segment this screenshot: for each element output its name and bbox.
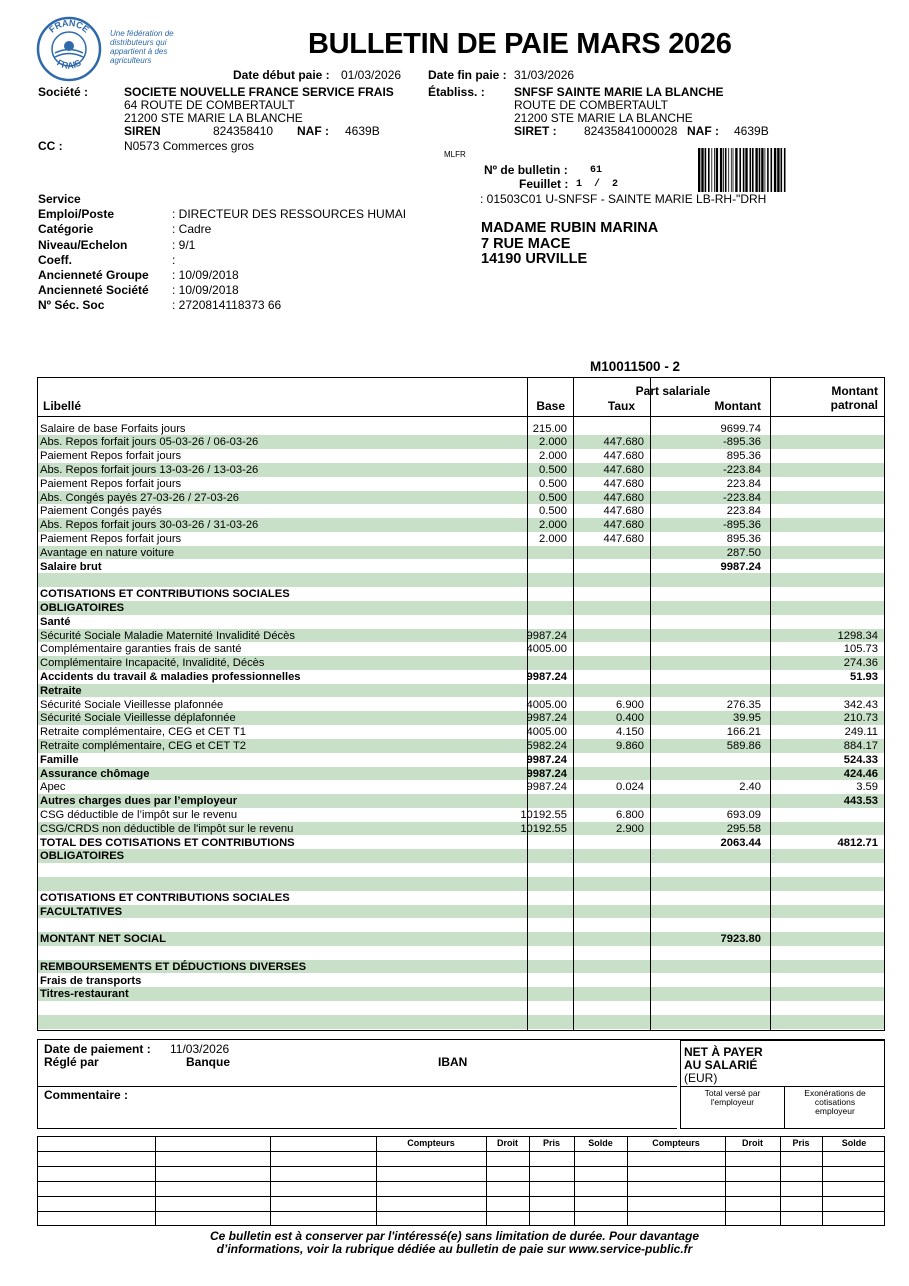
cell-base: 9987.24 <box>526 753 567 766</box>
cell-taux: 447.680 <box>603 491 644 504</box>
cell-montant: 895.36 <box>726 450 761 463</box>
cell-taux: 0.400 <box>616 712 644 725</box>
employee-info-label: Ancienneté Société <box>38 283 149 298</box>
cell-base: 9987.24 <box>526 767 567 780</box>
cell-patronal: 210.73 <box>843 712 878 725</box>
barcode-bar <box>743 148 745 192</box>
table-row <box>38 491 884 505</box>
cell-montant: 223.84 <box>726 505 761 518</box>
cell-base: 0.500 <box>539 505 567 518</box>
barcode-bar <box>745 148 747 192</box>
barcode-bar <box>784 148 786 192</box>
employee-info-label: Ancienneté Groupe <box>38 268 149 282</box>
siret-value: 82435841000028 <box>584 124 678 138</box>
etab-naf: 4639B <box>734 124 769 138</box>
cell-libelle: CSG/CRDS non déductible de l'impôt sur le revenu <box>40 822 294 835</box>
barcode-bar <box>705 148 707 192</box>
table-row <box>38 711 884 725</box>
cell-taux: 6.900 <box>616 698 644 711</box>
etab-addr1: ROUTE DE COMBERTAULT <box>514 98 669 112</box>
cell-base: 5982.24 <box>526 739 567 752</box>
table-row <box>38 477 884 491</box>
cell-taux: 4.150 <box>616 726 644 739</box>
net-label-2: AU SALARIÉ <box>684 1058 758 1072</box>
employee-info-value: : <box>172 252 176 267</box>
siren-label: SIREN <box>124 124 161 138</box>
cell-montant: 589.86 <box>726 739 761 752</box>
svg-text:FRANCE: FRANCE <box>46 17 92 35</box>
table-row <box>38 918 884 932</box>
payment-section <box>37 1039 885 1129</box>
employee-info-label: Niveau/Echelon <box>38 237 128 252</box>
bulletin-num: 61 <box>590 165 603 176</box>
cell-base: 9987.24 <box>526 670 567 683</box>
cell-libelle: Apec <box>40 781 66 794</box>
regle-par: Banque <box>186 1055 231 1069</box>
table-row <box>38 615 884 629</box>
societe-addr2: 21200 STE MARIE LA BLANCHE <box>124 111 303 125</box>
barcode-bar <box>767 148 769 192</box>
matricule: M10011500 - 2 <box>590 359 681 374</box>
cell-patronal: 249.11 <box>844 726 878 739</box>
employee-info-label: Service <box>38 192 81 206</box>
barcode-bar <box>755 148 757 192</box>
barcode-bar <box>750 148 752 192</box>
table-row <box>38 573 884 587</box>
cell-base: 2.000 <box>539 436 567 449</box>
cell-patronal: 524.33 <box>843 753 878 766</box>
barcode-bar <box>761 148 763 192</box>
table-row <box>38 780 884 794</box>
net-a-payer-box <box>680 1040 885 1129</box>
societe-naf-label: NAF : <box>297 124 329 138</box>
table-row <box>38 987 884 1001</box>
cell-montant: 276.35 <box>726 698 761 711</box>
cell-libelle: OBLIGATOIRES <box>40 601 125 614</box>
table-row <box>38 863 884 877</box>
table-row <box>38 849 884 863</box>
cell-patronal: 1298.34 <box>837 629 878 642</box>
date-fin: 31/03/2026 <box>514 68 575 82</box>
cell-libelle: Famille <box>40 753 79 766</box>
recipient-name: MADAME RUBIN MARINA <box>481 220 659 236</box>
cell-libelle: Abs. Repos forfait jours 30-03-26 / 31-03-26 <box>40 519 259 532</box>
date-debut-label: Date début paie : <box>233 68 330 82</box>
table-row <box>38 532 884 546</box>
cell-taux: 447.680 <box>603 519 644 532</box>
table-row <box>38 946 884 960</box>
feuillet-label: Feuillet : <box>519 177 569 191</box>
cell-base: 0.500 <box>539 477 567 490</box>
table-row <box>38 836 884 850</box>
header-montant-patronal: Montant patronal <box>830 384 878 412</box>
barcode-bar <box>733 148 734 192</box>
table-row <box>38 463 884 477</box>
barcode-bar <box>725 148 727 192</box>
employee-info-value: : DIRECTEUR DES RESSOURCES HUMAI <box>172 207 407 222</box>
cell-libelle: Paiement Congés payés <box>40 505 162 518</box>
compteurs-header: Droit <box>742 1138 763 1148</box>
recipient-addr2: 14190 URVILLE <box>481 251 588 267</box>
header-base: Base <box>536 399 565 413</box>
footer-note <box>0 1230 909 1256</box>
table-row <box>38 725 884 739</box>
cell-patronal: 3.59 <box>856 781 878 794</box>
table-row <box>38 587 884 601</box>
compteurs-header: Compteurs <box>652 1138 700 1148</box>
barcode-bar <box>739 148 741 192</box>
barcode-bar <box>711 148 712 192</box>
barcode-bar <box>708 148 710 192</box>
table-row <box>38 739 884 753</box>
table-row <box>38 960 884 974</box>
compteurs-header: Solde <box>841 1138 867 1148</box>
cell-libelle: MONTANT NET SOCIAL <box>40 933 166 946</box>
cell-patronal: 342.43 <box>843 698 878 711</box>
table-row <box>38 560 884 574</box>
cell-libelle: Paiement Repos forfait jours <box>40 532 182 545</box>
table-row <box>38 1001 884 1015</box>
cell-libelle: Retraite complémentaire, CEG et CET T2 <box>40 739 247 752</box>
cell-libelle: Retraite <box>40 684 82 697</box>
cell-libelle: Avantage en nature voiture <box>40 546 175 559</box>
cell-base: 10192.55 <box>520 822 567 835</box>
cell-montant: 9699.74 <box>720 422 761 435</box>
cell-montant: -895.36 <box>723 436 761 449</box>
cell-libelle: Sécurité Sociale Maladie Maternité Invalidité Décès <box>40 629 295 642</box>
cell-montant: 693.09 <box>726 808 761 821</box>
barcode-bar <box>759 148 761 192</box>
mlfr-code: MLFR <box>444 150 466 159</box>
cell-patronal: 443.53 <box>843 795 878 808</box>
cell-patronal: 51.93 <box>850 670 878 683</box>
cell-taux: 447.680 <box>603 436 644 449</box>
compteurs-header: Solde <box>588 1138 613 1148</box>
header-montant: Montant <box>714 399 761 413</box>
cell-montant: 295.58 <box>726 822 761 835</box>
table-row <box>38 449 884 463</box>
compteurs-header: Pris <box>542 1138 560 1148</box>
header-libelle: Libellé <box>43 399 82 413</box>
table-row <box>38 435 884 449</box>
cell-libelle: Assurance chômage <box>40 767 150 780</box>
employee-info-value: : 10/09/2018 <box>172 283 239 298</box>
cell-base: 9987.24 <box>526 629 567 642</box>
cell-libelle: Salaire brut <box>40 560 102 573</box>
date-fin-label: Date fin paie : <box>428 68 507 82</box>
cell-taux: 447.680 <box>603 450 644 463</box>
barcode-bar <box>714 148 715 192</box>
barcode-bar <box>701 148 703 192</box>
payslip-table <box>37 377 885 1031</box>
cell-base: 4005.00 <box>526 726 567 739</box>
societe-naf: 4639B <box>345 124 380 138</box>
cell-montant: 39.95 <box>733 712 761 725</box>
cell-montant: -223.84 <box>723 463 761 476</box>
barcode-bar <box>720 148 722 192</box>
barcode-bar <box>777 148 779 192</box>
compteurs-table <box>37 1136 885 1226</box>
cell-patronal: 105.73 <box>843 643 878 656</box>
cell-taux: 0.024 <box>616 781 644 794</box>
cell-libelle: REMBOURSEMENTS ET DÉDUCTIONS DIVERSES <box>40 960 307 973</box>
societe-name: SOCIETE NOUVELLE FRANCE SERVICE FRAIS <box>124 85 394 99</box>
table-row <box>38 422 884 436</box>
cell-libelle: Complémentaire Incapacité, Invalidité, Décès <box>40 657 265 670</box>
employee-info-value: : 10/09/2018 <box>172 268 239 282</box>
net-label-1: NET À PAYER <box>684 1045 763 1059</box>
societe-label: Société : <box>38 85 89 99</box>
etab-label: Établiss. : <box>428 85 485 99</box>
table-row <box>38 698 884 712</box>
cell-montant: 2.40 <box>739 781 761 794</box>
cell-taux: 447.680 <box>603 463 644 476</box>
compteurs-header: Pris <box>792 1138 810 1148</box>
cell-montant: 7923.80 <box>720 933 761 946</box>
table-row <box>38 891 884 905</box>
cell-libelle: FACULTATIVES <box>40 905 123 918</box>
recipient-addr1: 7 RUE MACE <box>481 236 571 252</box>
date-paiement: 11/03/2026 <box>170 1042 230 1056</box>
cell-libelle: Titres-restaurant <box>40 988 129 1001</box>
cell-montant: 166.21 <box>726 726 761 739</box>
france-frais-logo <box>36 16 102 82</box>
cell-libelle: TOTAL DES COTISATIONS ET CONTRIBUTIONS <box>40 836 295 849</box>
employee-info-label: Coeff. <box>38 252 72 267</box>
cell-montant: 9987.24 <box>720 560 761 573</box>
table-row <box>38 670 884 684</box>
cell-libelle: COTISATIONS ET CONTRIBUTIONS SOCIALES <box>40 588 290 601</box>
table-row <box>38 794 884 808</box>
table-row <box>38 546 884 560</box>
cell-montant: -895.36 <box>723 519 761 532</box>
barcode <box>698 148 786 192</box>
cell-libelle: OBLIGATOIRES <box>40 850 125 863</box>
cell-base: 4005.00 <box>526 643 567 656</box>
table-row <box>38 767 884 781</box>
exonerations-label: Exonérations de cotisations employeur <box>804 1088 866 1116</box>
barcode-bar <box>698 148 700 192</box>
cell-taux: 2.900 <box>616 822 644 835</box>
cell-libelle: Frais de transports <box>40 974 142 987</box>
header-taux: Taux <box>607 399 635 413</box>
cell-taux: 9.860 <box>616 739 644 752</box>
table-row <box>38 642 884 656</box>
table-row <box>38 974 884 988</box>
table-row <box>38 629 884 643</box>
table-row <box>38 504 884 518</box>
table-row <box>38 518 884 532</box>
etab-name: SNFSF SAINTE MARIE LA BLANCHE <box>514 85 724 99</box>
cell-patronal: 4812.71 <box>837 836 878 849</box>
total-verse-label: Total versé par l'employeur <box>704 1088 761 1107</box>
cell-base: 9987.24 <box>526 781 567 794</box>
siret-label: SIRET : <box>514 124 557 138</box>
cell-patronal: 424.46 <box>843 767 878 780</box>
cell-montant: 287.50 <box>726 546 761 559</box>
cell-libelle: Santé <box>40 615 71 628</box>
cc-label: CC : <box>38 139 63 153</box>
etab-naf-label: NAF : <box>687 124 719 138</box>
cell-montant: 223.84 <box>726 477 761 490</box>
cell-montant: -223.84 <box>723 491 761 504</box>
compteurs-header: Droit <box>497 1138 518 1148</box>
cell-libelle: Autres charges dues par l’employeur <box>40 795 238 808</box>
cell-base: 10192.55 <box>520 808 567 821</box>
feuillet-value: 1 / 2 <box>576 179 619 190</box>
barcode-bar <box>731 148 732 192</box>
table-row <box>38 808 884 822</box>
societe-addr1: 64 ROUTE DE COMBERTAULT <box>124 98 295 112</box>
cell-base: 0.500 <box>539 491 567 504</box>
barcode-bar <box>716 148 718 192</box>
employee-info-label: Catégorie <box>38 222 94 237</box>
regle-par-label: Réglé par <box>44 1055 99 1069</box>
cell-taux: 447.680 <box>603 477 644 490</box>
date-debut: 01/03/2026 <box>341 68 402 82</box>
cell-libelle: Accidents du travail & maladies professionnelles <box>40 670 301 683</box>
table-row <box>38 753 884 767</box>
table-row <box>38 601 884 615</box>
table-row <box>38 684 884 698</box>
employee-info-value: : Cadre <box>172 222 212 237</box>
barcode-bar <box>723 148 724 192</box>
cell-libelle: CSG déductible de l’impôt sur le revenu <box>40 808 238 821</box>
barcode-bar <box>771 148 773 192</box>
cell-base: 2.000 <box>539 519 567 532</box>
cell-base: 9987.24 <box>526 712 567 725</box>
employee-info-label: Emploi/Poste <box>38 207 115 222</box>
cell-libelle: Abs. Repos forfait jours 05-03-26 / 06-03-26 <box>40 436 259 449</box>
employee-info-value: : 2720814118373 66 <box>172 298 282 313</box>
siren-value: 824358410 <box>213 124 274 138</box>
barcode-bar <box>752 148 754 192</box>
commentaire-label: Commentaire : <box>44 1088 129 1102</box>
barcode-bar <box>774 148 776 192</box>
cell-base: 2.000 <box>539 450 567 463</box>
cell-libelle: Paiement Repos forfait jours <box>40 450 182 463</box>
cell-libelle: Salaire de base Forfaits jours <box>40 422 186 435</box>
table-row <box>38 822 884 836</box>
bulletin-code: : 01503C01 U-SNFSF - SAINTE MARIE LB-RH-"DRH <box>480 192 767 206</box>
iban-label: IBAN <box>438 1055 468 1069</box>
table-row <box>38 1015 884 1029</box>
cell-base: 215.00 <box>532 422 567 435</box>
cell-montant: 895.36 <box>726 532 761 545</box>
table-row <box>38 932 884 946</box>
cell-base: 4005.00 <box>526 698 567 711</box>
cell-taux: 6.800 <box>616 808 644 821</box>
barcode-bar <box>765 148 766 192</box>
table-row <box>38 905 884 919</box>
cell-libelle: Abs. Repos forfait jours 13-03-26 / 13-03-26 <box>40 463 259 476</box>
cell-taux: 447.680 <box>603 505 644 518</box>
table-row <box>38 656 884 670</box>
compteurs-header: Compteurs <box>407 1138 455 1148</box>
cell-base: 0.500 <box>539 463 567 476</box>
cell-libelle: Paiement Repos forfait jours <box>40 477 182 490</box>
cell-libelle: COTISATIONS ET CONTRIBUTIONS SOCIALES <box>40 891 290 904</box>
bulletin-num-label: Nº de bulletin : <box>484 163 568 177</box>
employee-info-label: Nº Séc. Soc <box>38 298 105 313</box>
barcode-bar <box>728 148 729 192</box>
header-part-salariale: Part salariale <box>635 384 711 398</box>
cell-taux: 447.680 <box>603 532 644 545</box>
cell-libelle: Retraite complémentaire, CEG et CET T1 <box>40 726 247 739</box>
employee-info-value: : 9/1 <box>172 237 196 252</box>
cell-libelle: Abs. Congés payés 27-03-26 / 27-03-26 <box>40 491 240 504</box>
cc-value: N0573 Commerces gros <box>124 139 255 153</box>
barcode-bar <box>781 148 783 192</box>
cell-montant: 2063.44 <box>720 836 761 849</box>
footer-line-1: Ce bulletin est à conserver par l'intéressé(e) sans limitation de durée. Pour davantage <box>209 1229 699 1243</box>
net-unit: (EUR) <box>684 1071 718 1085</box>
logo-tagline: Une fédération de distributeurs qui appartient à des agriculteurs <box>110 29 174 65</box>
cell-base: 2.000 <box>539 532 567 545</box>
cell-patronal: 274.36 <box>843 657 878 670</box>
cell-patronal: 884.17 <box>843 739 878 752</box>
cell-libelle: Sécurité Sociale Vieillesse plafonnée <box>40 698 224 711</box>
footer-line-2: d’informations, voir la rubrique dédiée au bulletin de paie sur www.service-public.fr <box>216 1242 693 1256</box>
date-paiement-label: Date de paiement : <box>44 1042 151 1056</box>
cell-libelle: Complémentaire garanties frais de santé <box>40 643 242 656</box>
cell-libelle: Sécurité Sociale Vieillesse déplafonnée <box>40 712 236 725</box>
barcode-bar <box>735 148 737 192</box>
page-title: BULLETIN DE PAIE MARS 2026 <box>308 28 732 60</box>
etab-addr2: 21200 STE MARIE LA BLANCHE <box>514 111 693 125</box>
svg-text:FRAIS: FRAIS <box>55 57 83 71</box>
table-row <box>38 877 884 891</box>
